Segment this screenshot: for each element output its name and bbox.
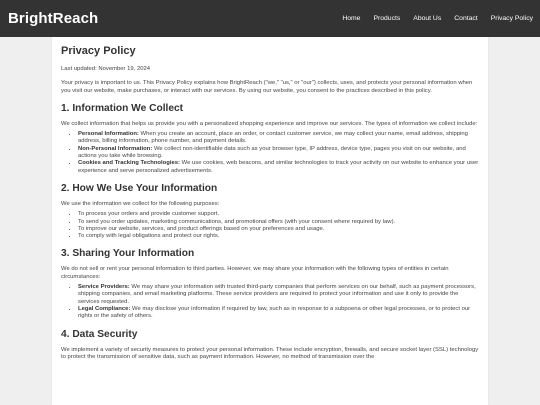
brand-logo[interactable]: BrightReach: [8, 10, 99, 27]
nav-link-products[interactable]: Products: [373, 15, 401, 22]
list-item-text: We may disclose your information if required by law, such as in response to a subpoena or other legal processes, or to protect our rights or the safety of others.: [78, 305, 471, 320]
section-paragraph: We do not sell or rent your personal information to third parties. However, we may share your information with the following types of entities in certain circumstances:: [61, 266, 449, 280]
policy-sections: [61, 103, 479, 361]
list-item: [78, 233, 479, 240]
list-item-term: Service Providers:: [78, 284, 130, 291]
list-item: [78, 160, 479, 175]
list-item: [78, 131, 479, 146]
intro-paragraph: Your privacy is important to us. This Privacy Policy explains how BrightReach ("we," "us," or "our") collects, uses, and protects your personal information when you visit our website, make purchases, or interact with our services. By using our website, you consent to the practices described in this policy.: [61, 80, 473, 94]
policy-section: [61, 248, 479, 320]
site-header: [0, 0, 540, 37]
list-item: [78, 284, 479, 306]
nav-link-privacy-policy[interactable]: Privacy Policy: [490, 15, 533, 22]
list-item-term: Non-Personal Information:: [78, 145, 153, 152]
list-item-text: We use cookies, web beacons, and similar technologies to track your activity on our website to enhance your user experience and serve personalized advertisements.: [78, 160, 479, 174]
list-item-text: To comply with legal obligations and protect our rights.: [78, 233, 220, 240]
section-paragraph: We implement a variety of security measures to protect your personal information. These include encryption, firewalls, and secure socket layer (SSL) technology to protect the transmission of sensitive data, such as payment information. However, no method of transmission over the: [61, 346, 479, 360]
list-item-term: Legal Compliance:: [78, 305, 131, 312]
last-updated: Last updated: November 19, 2024: [61, 66, 151, 72]
nav-link-contact[interactable]: Contact: [454, 15, 478, 22]
nav-link-about-us[interactable]: About Us: [413, 15, 442, 22]
policy-section: [61, 329, 479, 362]
list-item: [78, 306, 479, 321]
section-heading: 1. Information We Collect: [61, 102, 184, 114]
list-item: [78, 219, 479, 226]
list-item-text: To process your orders and provide customer support.: [78, 211, 220, 218]
section-paragraph: We collect information that helps us provide you with a personalized shopping experience and improve our services. The types of information we collect include:: [61, 120, 478, 127]
list-item-text: To send you order updates, marketing communications, and promotional offers (with your consent where required by law).: [78, 218, 396, 225]
section-heading: 4. Data Security: [61, 328, 138, 340]
list-item-term: Personal Information:: [78, 131, 139, 138]
nav-link-home[interactable]: Home: [342, 15, 361, 22]
section-list: [78, 131, 479, 175]
list-item: [78, 226, 479, 233]
list-item-text: When you create an account, place an order, or contact customer service, we may collect your name, email address, shipping address, billing information, phone number, and payment details.: [78, 131, 468, 145]
section-list: [78, 211, 479, 240]
page-title: Privacy Policy: [61, 45, 136, 57]
list-item: [78, 211, 479, 218]
policy-section: [61, 103, 479, 175]
list-item-term: Cookies and Tracking Technologies:: [78, 160, 181, 167]
list-item: [78, 146, 479, 161]
list-item-text: To improve our website, services, and product offerings based on your preferences and usage.: [78, 225, 325, 232]
section-list: [78, 284, 479, 320]
policy-content: [52, 37, 488, 405]
list-item-text: We may share your information with trusted third-party companies that perform services on our behalf, such as payment processors, shipping companies, and email marketing platforms. These service providers are required to protect your information and use it only to provide the services requested.: [78, 284, 476, 305]
section-heading: 3. Sharing Your Information: [61, 248, 195, 260]
list-item-text: We collect non-identifiable data such as your browser type, IP address, device type, pages you visit on our website, and actions you take while browsing.: [78, 145, 466, 160]
section-heading: 2. How We Use Your Information: [61, 182, 218, 194]
policy-section: [61, 183, 479, 240]
main-nav: [329, 15, 533, 22]
section-paragraph: We use the information we collect for the following purposes:: [61, 200, 220, 207]
